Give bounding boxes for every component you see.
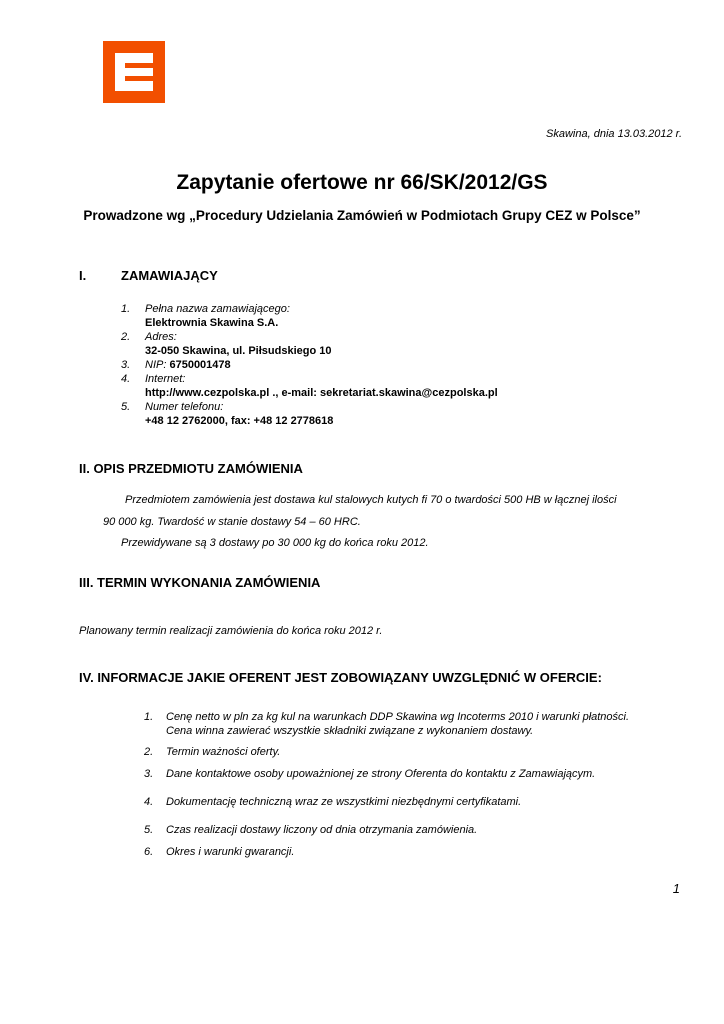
buyer-details-list <box>121 302 498 428</box>
buyer-phone-value: +48 12 2762000, fax: +48 12 2778618 <box>145 415 334 427</box>
document-date: Skawina, dnia 13.03.2012 r. <box>546 128 682 140</box>
list-item: 6. Okres i warunki gwarancji. <box>144 846 295 858</box>
list-item: 1. Pełna nazwa zamawiającego: <box>121 303 290 315</box>
section-3-title: III. TERMIN WYKONANIA ZAMÓWIENIA <box>79 575 321 590</box>
list-item: 4. Internet: <box>121 373 186 385</box>
buyer-nip-value: 6750001478 <box>169 359 231 371</box>
section-1-number: I. <box>79 268 87 283</box>
list-item: 5. Czas realizacji dostawy liczony od dnia otrzymania zamówienia. <box>144 824 478 836</box>
page-number: 1 <box>672 881 680 896</box>
list-item: 5. Numer telefonu: <box>121 401 224 413</box>
section-2-title: II. OPIS PRZEDMIOTU ZAMÓWIENIA <box>79 461 303 476</box>
buyer-name-value: Elektrownia Skawina S.A. <box>145 317 279 329</box>
document-title: Zapytanie ofertowe nr 66/SK/2012/GS <box>176 171 548 194</box>
buyer-address-value: 32-050 Skawina, ul. Piłsudskiego 10 <box>145 345 332 357</box>
list-item: 4. Dokumentację techniczną wraz ze wszystkimi niezbędnymi certyfikatami. <box>144 796 522 808</box>
list-item: 2. Termin ważności oferty. <box>144 746 281 758</box>
list-item: 3. Dane kontaktowe osoby upoważnionej ze strony Oferenta do kontaktu z Zamawiającym. <box>144 768 596 780</box>
section-1-title: ZAMAWIAJĄCY <box>121 268 218 283</box>
description-line-3: Przewidywane są 3 dostawy po 30 000 kg do końca roku 2012. <box>121 537 429 549</box>
list-item: 1. Cenę netto w pln za kg kul na warunkach DDP Skawina wg Incoterms 2010 i warunki płatności. Cena winna zawierać wszystkie składniki związane z wykonaniem dostawy. <box>144 711 630 737</box>
description-line-2: 90 000 kg. Twardość w stanie dostawy 54 – 60 HRC. <box>103 516 361 528</box>
deadline-text: Planowany termin realizacji zamówienia do końca roku 2012 r. <box>79 625 383 637</box>
buyer-internet-value: http://www.cezpolska.pl ., e-mail: sekretariat.skawina@cezpolska.pl <box>145 387 498 399</box>
list-item: 2. Adres: <box>121 331 177 343</box>
document-subtitle: Prowadzone wg „Procedury Udzielania Zamówień w Podmiotach Grupy CEZ w Polsce” <box>83 208 641 223</box>
section-4-title: IV. INFORMACJE JAKIE OFERENT JEST ZOBOWIĄZANY UWZGLĘDNIĆ W OFERCIE: <box>79 670 602 685</box>
description-line-1: Przedmiotem zamówienia jest dostawa kul stalowych kutych fi 70 o twardości 500 HB w łącznej ilości <box>125 494 617 506</box>
cez-logo-icon <box>103 41 165 103</box>
list-item: 3. NIP: 6750001478 <box>121 359 231 371</box>
